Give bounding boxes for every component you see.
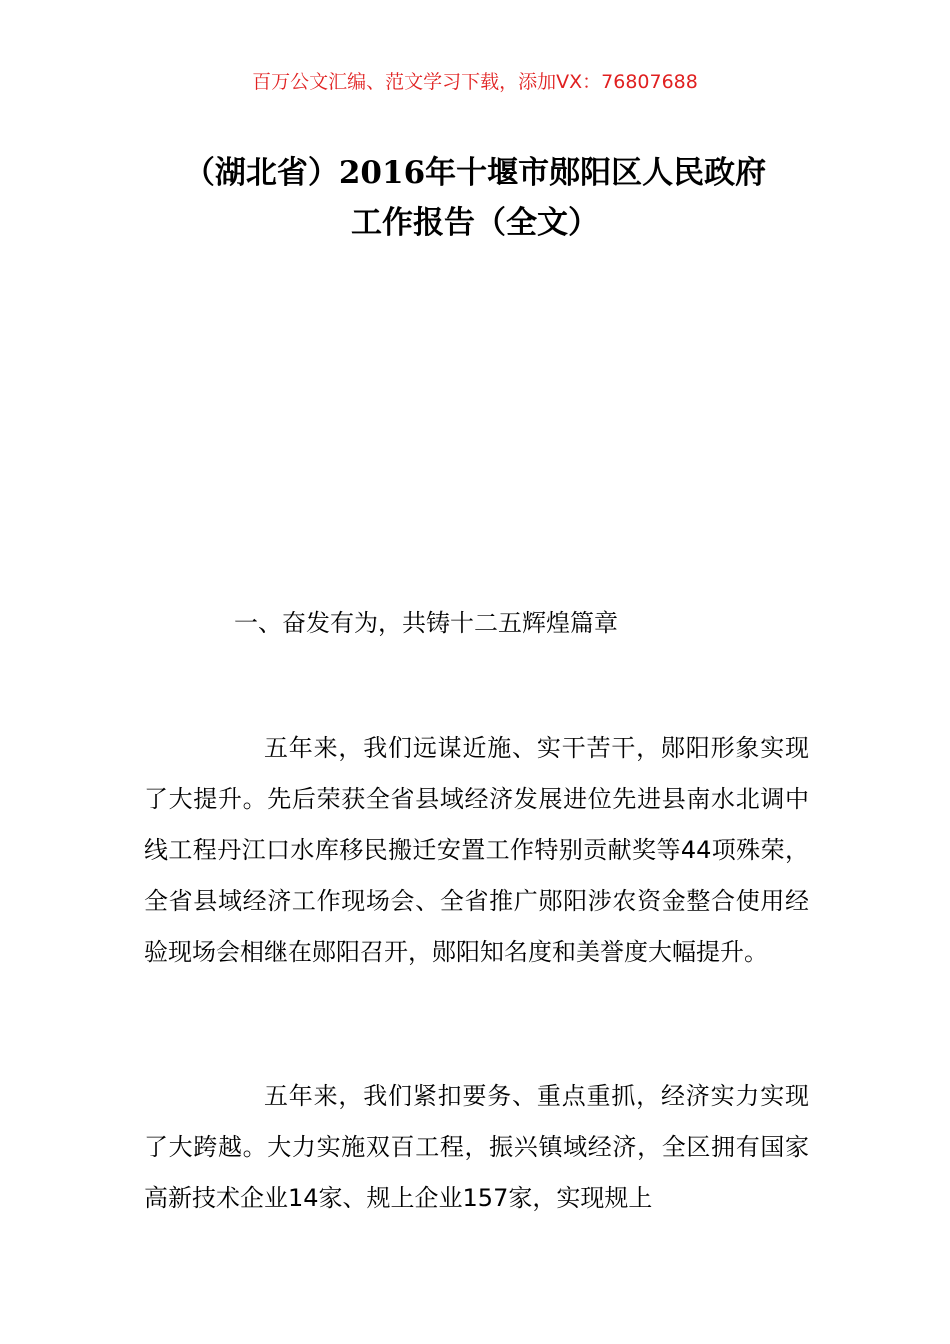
body-paragraph-2: 五年来，我们紧扣要务、重点重抓，经济实力实现了大跨越。大力实施双百工程，振兴镇域经济，全区拥有国家高新技术企业14家、规上企业157家，实现规上 [144, 1082, 809, 1212]
title-line-1: （湖北省）2016年十堰市郧阳区人民政府 [183, 155, 767, 191]
title-line-2: 工作报告（全文） [351, 205, 599, 241]
promo-header-note: 百万公文汇编、范文学习下载，添加VX：76807688 [252, 71, 698, 93]
body-paragraph-1: 五年来，我们远谋近施、实干苦干，郧阳形象实现了大提升。先后荣获全省县域经济发展进位先进县南水北调中线工程丹江口水库移民搬迁安置工作特别贡献奖等44项殊荣，全省县域经济工作现场会、全省推广郧阳涉农资金整合使用经验现场会相继在郧阳召开，郧阳知名度和美誉度大幅提升。 [144, 734, 809, 966]
section-heading: 一、奋发有为，共铸十二五辉煌篇章 [234, 609, 618, 637]
document-title [120, 148, 830, 248]
